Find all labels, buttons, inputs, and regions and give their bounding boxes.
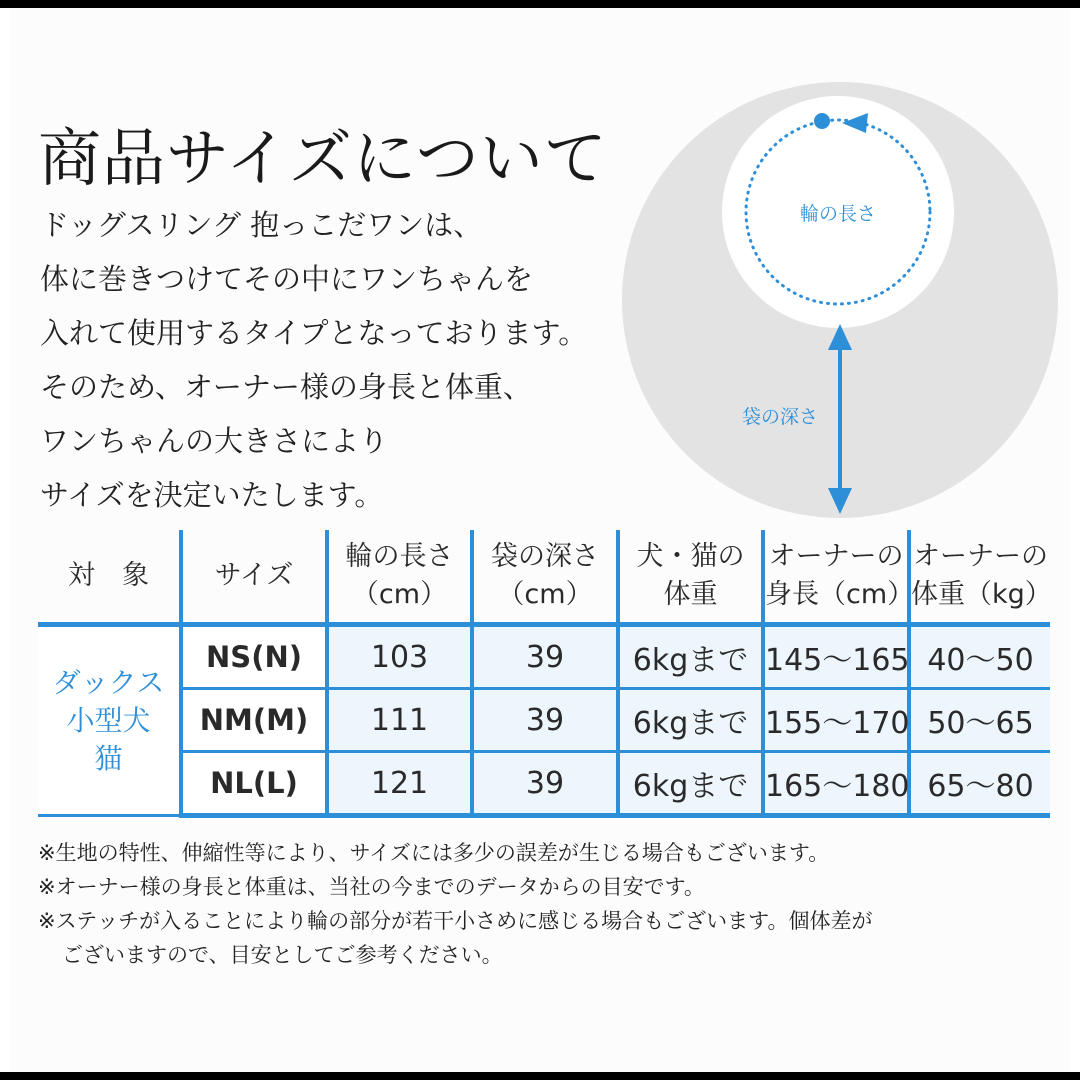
intro-line: サイズを決定いたします。 [40,478,384,512]
table-header-row [38,530,1050,625]
size-table [38,530,1050,818]
size-cell: NM(M) [181,689,327,752]
header-size: サイズ [181,530,327,625]
note-item-continuation: ございますので、目安としてご参考ください。 [62,943,503,967]
header-owner-weight: オーナーの 体重（kg） [909,530,1050,625]
ring-length-cell: 121 [327,752,472,816]
sling-size-diagram [620,80,1060,520]
owner-height-cell: 155〜170 [763,689,909,752]
pet-weight-cell: 6kgまで [618,689,763,752]
intro-line: ドッグスリング 抱っこだワンは、 [40,208,483,242]
ring-length-label: 輪の長さ [799,203,877,225]
intro-line: 入れて使用するタイプとなっております。 [40,316,588,350]
header-target: 対 象 [68,560,149,591]
pet-weight-cell: 6kgまで [618,752,763,816]
table-row [38,752,1050,816]
bag-depth-cell: 39 [472,752,618,816]
ring-start-dot [814,113,830,129]
header-pet-weight: 犬・猫の 体重 [618,530,763,625]
ring-length-cell: 111 [327,689,472,752]
table-row [38,625,1050,689]
bag-depth-cell: 39 [472,625,618,689]
pet-weight-cell: 6kgまで [618,625,763,689]
owner-height-cell: 145〜165 [763,625,909,689]
owner-weight-cell: 40〜50 [909,625,1050,689]
bag-depth-label: 袋の深さ [741,406,819,428]
note-item: ※オーナー様の身長と体重は、当社の今までのデータからの目安です。 [38,875,705,899]
table-row [38,689,1050,752]
page-title: 商品サイズについて [38,122,608,195]
top-border [0,0,1080,8]
intro-line: そのため、オーナー様の身長と体重、 [40,370,532,404]
bottom-border [0,1072,1080,1080]
intro-text [40,198,640,522]
intro-line: 体に巻きつけてその中にワンちゃんを [40,262,534,296]
owner-weight-cell: 65〜80 [909,752,1050,816]
header-ring-length: 輪の長さ （cm） [327,530,472,625]
target-cell: ダックス 小型犬 猫 [38,625,181,816]
header-bag-depth: 袋の深さ （cm） [472,530,618,625]
ring-length-cell: 103 [327,625,472,689]
owner-height-cell: 165〜180 [763,752,909,816]
intro-line: ワンちゃんの大きさにより [40,424,389,458]
note-item: ※生地の特性、伸縮性等により、サイズには多少の誤差が生じる場合もございます。 [38,841,830,865]
size-cell: NL(L) [181,752,327,816]
owner-weight-cell: 50〜65 [909,689,1050,752]
size-cell: NS(N) [181,625,327,689]
notes [38,836,1058,972]
header-owner-height: オーナーの 身長（cm） [763,530,909,625]
note-item: ※ステッチが入ることにより輪の部分が若干小さめに感じる場合もございます。個体差が [38,909,873,933]
bag-depth-cell: 39 [472,689,618,752]
